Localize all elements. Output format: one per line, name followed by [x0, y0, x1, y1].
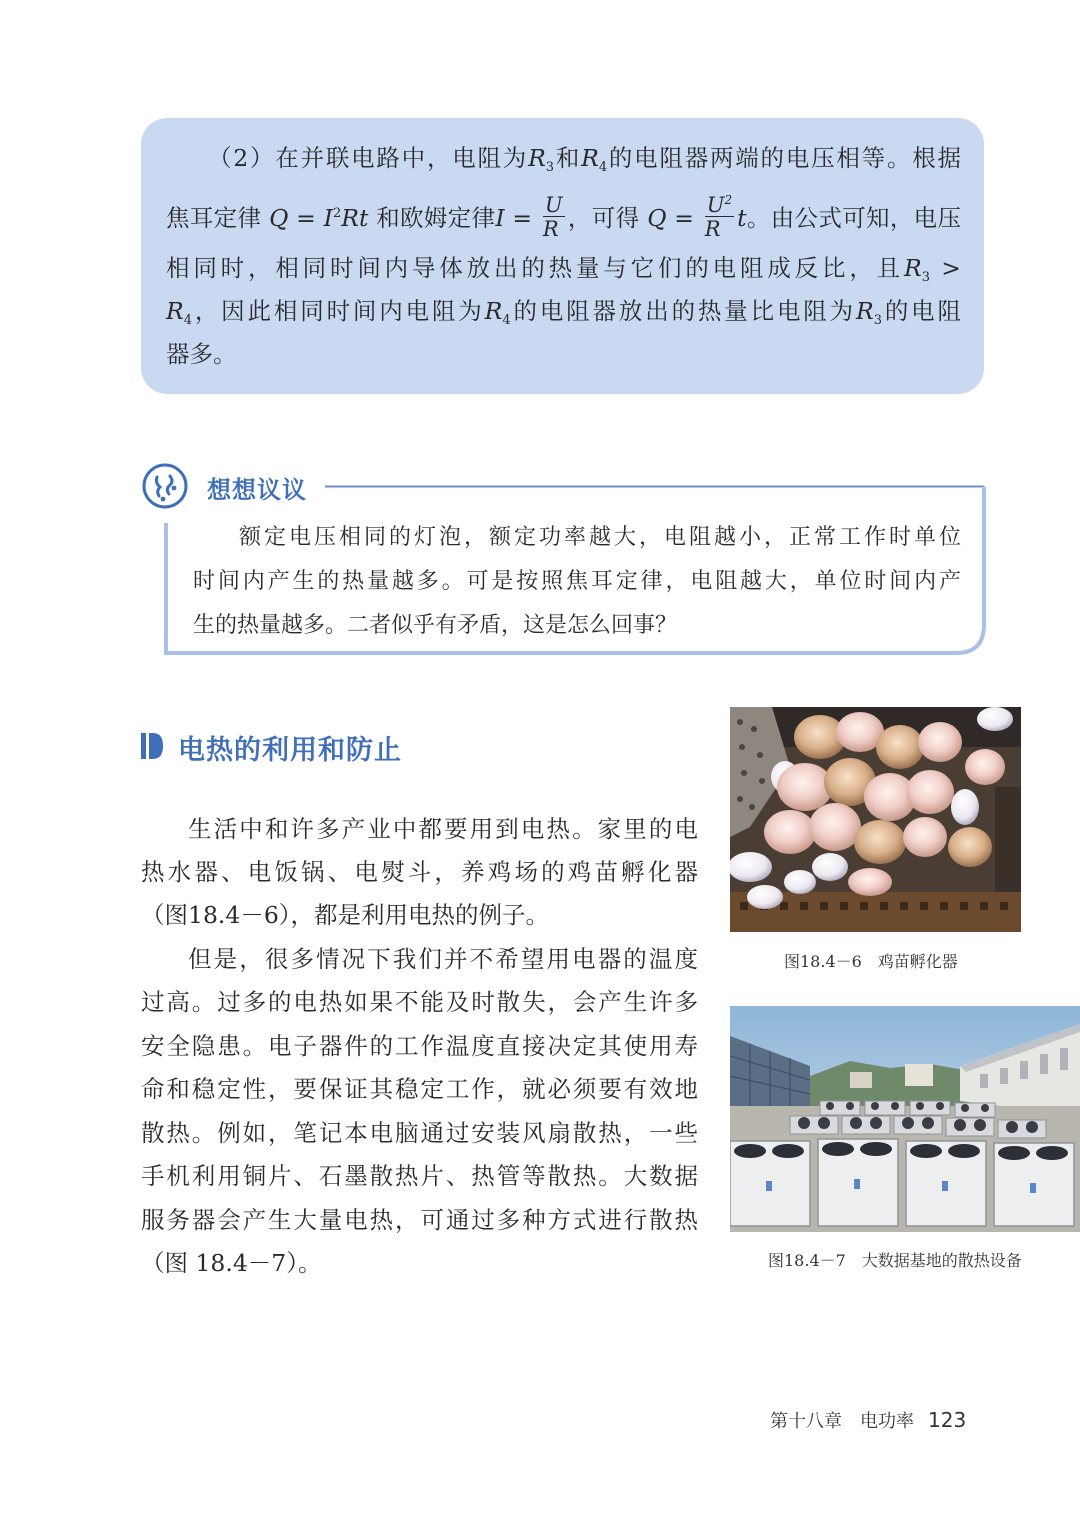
page-footer: [770, 1407, 966, 1433]
figure-7-caption: 图18.4－7 大数据基地的散热设备: [768, 1251, 1022, 1270]
body-line-5: 过高。过多的电热如果不能及时散失，会产生许多: [141, 988, 698, 1016]
page-number: 123: [928, 1408, 967, 1432]
cooling-equipment-photo: [730, 1006, 1080, 1232]
discuss-title: 想想议议: [207, 476, 307, 504]
chick-incubator-photo: [730, 707, 1021, 932]
discuss-line-2: 时间内产生的热量越多。可是按照焦耳定律，电阻越大，单位时间内产: [193, 569, 961, 594]
body-line-6: 安全隐患。电子器件的工作温度直接决定其使用寿: [141, 1032, 698, 1060]
figure-6-caption: 图18.4－6 鸡苗孵化器: [784, 952, 958, 971]
answer-line-5: 器多。: [166, 340, 237, 368]
body-line-3: （图18.4－6），都是利用电热的例子。: [141, 901, 550, 929]
body-line-2: 热水器、电饭锅、电熨斗，养鸡场的鸡苗孵化器: [141, 858, 698, 886]
discuss-line-3: 生的热量越多。二者似乎有矛盾，这是怎么回事？: [193, 613, 678, 638]
body-line-10: 服务器会产生大量电热，可通过多种方式进行散热: [141, 1206, 698, 1234]
body-line-11: （图 18.4－7）。: [141, 1249, 322, 1277]
body-line-1: 生活中和许多产业中都要用到电热。家里的电: [188, 815, 698, 843]
answer-line-1: （2）在并联电路中，电阻为$R_3$和$R_4$的电阻器两端的电压相等。根据: [208, 144, 962, 175]
body-line-9: 手机利用铜片、石墨散热片、热管等散热。大数据: [141, 1162, 698, 1190]
answer-line-3: 相同时，相同时间内导体放出的热量与它们的电阻成反比，且$R_3$ >: [166, 254, 961, 285]
fraction-u-over-r: $\frac{U}{R}$: [542, 193, 563, 241]
fraction-u2-over-r: $\frac{U^2}{R}$: [704, 193, 733, 241]
chapter-label: 第十八章 电功率: [770, 1411, 914, 1432]
section-title: 电热的利用和防止: [178, 735, 402, 766]
discuss-line-1: 额定电压相同的灯泡，额定功率越大，电阻越小，正常工作时单位: [239, 525, 961, 550]
body-line-7: 命和稳定性，要保证其稳定工作，就必须要有效地: [141, 1075, 698, 1103]
answer-box: [141, 118, 984, 394]
body-line-4: 但是，很多情况下我们并不希望用电器的温度: [188, 945, 698, 973]
answer-line-4: $R_4$，因此相同时间内电阻为$R_4$的电阻器放出的热量比电阻为$R_3$的电阻: [166, 297, 962, 328]
answer-line-2: 焦耳定律 $Q = I^2Rt$ 和欧姆定律I = $\frac{U}{R}$ ，可得 Q = $\frac{U^2}{R}$ t。由公式可知，电压: [166, 193, 961, 241]
section-marker-icon: [141, 733, 163, 759]
body-line-8: 散热。例如，笔记本电脑通过安装风扇散热，一些: [141, 1119, 698, 1147]
